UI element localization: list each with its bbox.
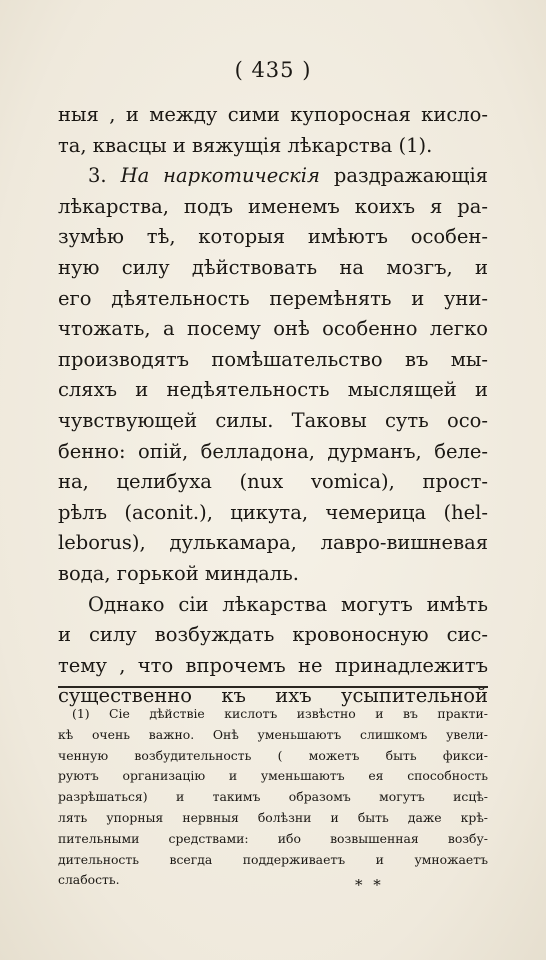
footnote-line-4: руютъ организацію и уменьшаютъ ея способность xyxy=(58,768,488,784)
footnote-line-9: слабость. xyxy=(58,872,120,888)
page-number: ( 435 ) xyxy=(234,58,312,82)
text-line-17: Однако сіи лѣкарства могутъ имѣть xyxy=(88,592,488,616)
text-line-18: и силу возбуждать кровоносную сис- xyxy=(58,623,488,647)
text-line-8: чтожать, а посему онѣ особенно легко xyxy=(58,317,488,341)
text-line-19: тему , что впрочемъ не принадлежитъ xyxy=(58,653,488,677)
main-text xyxy=(58,100,488,712)
text-line-5: зумѣю тѣ, которыя имѣютъ особен- xyxy=(58,225,488,249)
text-line-10: сляхъ и недѣятельность мыслящей и xyxy=(58,378,488,402)
footnote-line-6: лять упорныя нервныя болѣзни и быть даже крѣ- xyxy=(58,809,488,825)
text-line-2: та, квасцы и вяжущія лѣкарства (1). xyxy=(58,133,433,157)
text-line-6: ную силу дѣйствовать на мозгъ, и xyxy=(58,255,488,279)
text-line-16: вода, горькой миндаль. xyxy=(58,561,299,585)
text-line-9: производятъ помѣшательство въ мы- xyxy=(58,347,488,371)
italic-heading: На наркотическія xyxy=(120,164,320,188)
text-line-15: leborus), дулькамара, лавро-вишневая xyxy=(58,531,488,555)
text-line-7: его дѣятельность перемѣнять и уни- xyxy=(58,286,488,310)
text-line-12: бенно: опій, белладона, дурманъ, беле- xyxy=(58,439,488,463)
text-line-4: лѣкарства, подъ именемъ коихъ я ра- xyxy=(58,194,488,218)
footnote-line-8: дительность всегда поддерживаетъ и умножаетъ xyxy=(58,851,488,867)
signature-mark: * * xyxy=(355,876,384,894)
footnote-divider xyxy=(58,686,488,688)
footnote xyxy=(58,704,488,891)
text-line-20: существенно къ ихъ усыпительной xyxy=(58,684,488,708)
footnote-line-5: разрѣшаться) и такимъ образомъ могутъ исцѣ- xyxy=(58,789,488,805)
footnote-line-1: (1) Сіе дѣйствіе кислотъ извѣстно и въ практи- xyxy=(72,706,488,721)
text-line-3 xyxy=(58,161,488,192)
text-line-3-rest: раздражающія xyxy=(333,164,488,188)
footnote-line-7: пительными средствами: ибо возвышенная возбу- xyxy=(58,830,488,846)
footnote-line-3: ченную возбудительность ( можетъ быть фикси- xyxy=(58,747,488,763)
text-line-14: рѣлъ (aconit.), цикута, чемерица (hel- xyxy=(58,500,488,524)
text-line-1: ныя , и между сими купоросная кисло- xyxy=(58,103,488,126)
text-line-13: на, целибуха (nux vomica), прост- xyxy=(58,470,488,494)
footnote-line-2: кѣ очень важно. Онѣ уменьшаютъ слишкомъ увели- xyxy=(58,726,488,742)
text-line-11: чувствующей силы. Таковы суть осо- xyxy=(58,408,488,432)
section-number: 3. xyxy=(88,164,107,188)
